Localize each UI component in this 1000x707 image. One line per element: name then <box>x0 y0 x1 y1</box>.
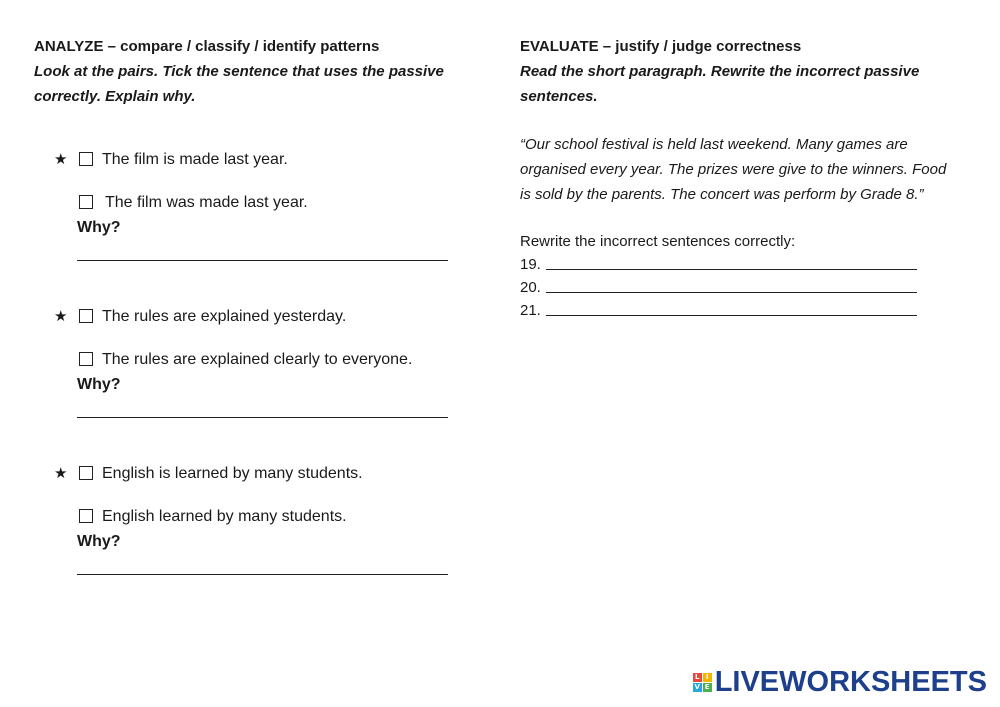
question-pair-3 <box>34 463 474 550</box>
checkbox-2a[interactable] <box>79 309 93 323</box>
evaluate-paragraph: “Our school festival is held last weekend. Many games are organised every year. The prizes were give to the winners. Food is sold by the parents. The concert was perform by Grade 8.” <box>520 136 947 203</box>
star-icon: ★ <box>54 308 68 325</box>
why-label-1: Why? <box>77 219 121 236</box>
liveworksheets-logo <box>693 665 987 698</box>
checkbox-1b[interactable] <box>79 195 93 209</box>
answer-line-2[interactable] <box>77 417 448 418</box>
checkbox-2b[interactable] <box>79 352 93 366</box>
option-row-1b <box>34 192 474 214</box>
answer-line-3[interactable] <box>77 574 448 575</box>
logo-tile-e: E <box>703 683 712 692</box>
checkbox-1a[interactable] <box>79 152 93 166</box>
answer-number-20: 20. <box>520 279 541 296</box>
question-pair-1 <box>34 149 474 236</box>
option-row-2a <box>34 306 474 328</box>
answer-row-19 <box>520 253 960 276</box>
star-icon: ★ <box>54 151 68 168</box>
option-text-2b: The rules are explained clearly to everyone. <box>102 351 413 368</box>
evaluate-section <box>520 34 960 322</box>
logo-icon <box>693 673 712 692</box>
analyze-section <box>34 34 474 109</box>
question-pair-2 <box>34 306 474 393</box>
analyze-heading: ANALYZE – compare / classify / identify patterns <box>34 38 380 55</box>
rewrite-title: Rewrite the incorrect sentences correctly: <box>520 233 796 250</box>
answer-row-20 <box>520 276 960 299</box>
answer-number-19: 19. <box>520 256 541 273</box>
option-text-3a: English is learned by many students. <box>102 465 363 482</box>
evaluate-heading: EVALUATE – justify / judge correctness <box>520 38 802 55</box>
answer-line-19[interactable] <box>546 269 917 270</box>
logo-tile-l: L <box>693 673 702 682</box>
why-label-2: Why? <box>77 376 121 393</box>
option-text-2a: The rules are explained yesterday. <box>102 308 347 325</box>
answer-line-1[interactable] <box>77 260 448 261</box>
option-text-3b: English learned by many students. <box>102 508 347 525</box>
option-row-3a <box>34 463 474 485</box>
option-row-2b <box>34 349 474 371</box>
checkbox-3b[interactable] <box>79 509 93 523</box>
logo-text: LIVEWORKSHEETS <box>714 665 987 698</box>
logo-tile-v: V <box>694 682 700 691</box>
option-text-1b: The film was made last year. <box>105 194 308 211</box>
analyze-instructions: Look at the pairs. Tick the sentence that uses the passive correctly. Explain why. <box>34 63 444 105</box>
evaluate-instructions: Read the short paragraph. Rewrite the incorrect passive sentences. <box>520 63 920 105</box>
option-text-1a: The film is made last year. <box>102 151 288 168</box>
logo-tile-i: I <box>703 673 712 682</box>
checkbox-3a[interactable] <box>79 466 93 480</box>
answer-number-21: 21. <box>520 302 541 319</box>
answer-row-21 <box>520 299 960 322</box>
star-icon: ★ <box>54 465 68 482</box>
why-label-3: Why? <box>77 533 121 550</box>
answer-line-20[interactable] <box>546 292 917 293</box>
option-row-3b <box>34 506 474 528</box>
answer-line-21[interactable] <box>546 315 917 316</box>
option-row-1a <box>34 149 474 171</box>
